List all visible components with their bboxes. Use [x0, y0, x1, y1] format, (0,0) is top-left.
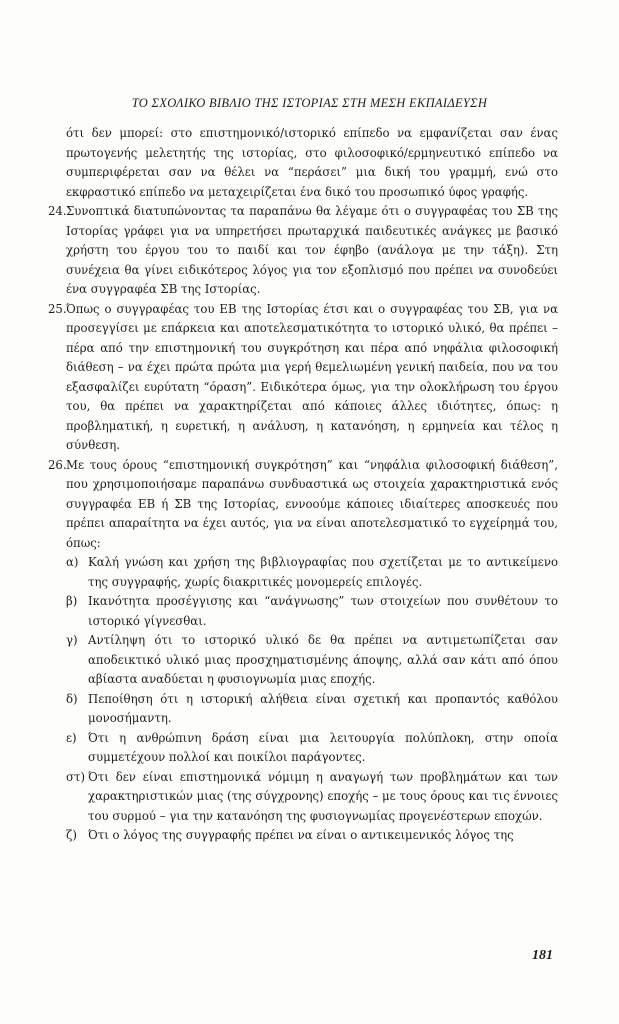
- item-number: 24.: [48, 204, 67, 218]
- sub-item-a: [48, 553, 558, 592]
- sub-item-mark: β): [66, 594, 78, 608]
- numbered-item-24: [48, 202, 558, 300]
- item-text: Με τους όρους “επιστημονική συγκρότηση” και “νηφάλια φιλοσοφική διάθεση”, που χρησιμοποιήσαμε παραπάνω συνδυαστικά ως στοιχεία χαρακτηριστικά ενός συγγραφέα ΕΒ ή ΣΒ της Ιστορίας, εννοούμε κάποιες ιδιαίτερες αποσκευές που πρέπει απαραίτητα να έχει αυτός, για να είναι αποτελεσματικό το εγχείρημά του, όπως:: [66, 457, 558, 550]
- sub-item-text: Πεποίθηση ότι η ιστορική αλήθεια είναι σχετική και προπαντός καθόλου μονοσήμαντη.: [88, 691, 558, 725]
- sub-item-text: Ικανότητα προσέγγισης και “ανάγνωσης” των στοιχείων που συνθέτουν το ιστορικό γίγνεσθαι.: [88, 594, 558, 628]
- sub-item-d: [48, 690, 558, 729]
- sub-item-st: [48, 768, 558, 827]
- sub-item-mark: α): [66, 555, 79, 569]
- sub-item-text: Ότι ο λόγος της συγγραφής πρέπει να είναι ο αντικειμενικός λόγος της: [88, 828, 514, 842]
- item-number: 25.: [48, 301, 67, 316]
- page-body: [48, 124, 558, 846]
- sub-item-b: [48, 592, 558, 631]
- sub-item-e: [48, 729, 558, 768]
- sub-item-text: Ότι η ανθρώπινη δράση είναι μια λειτουργία πολύπλοκη, στην οποία συμμετέχουν πολλοί και ποικίλοι παράγοντες.: [88, 730, 558, 764]
- sub-item-text: Αντίληψη ότι το ιστορικό υλικό δε θα πρέπει να αντιμετωπίζεται σαν αποδεικτικό υλικό μιας προσχηματισμένης άποψης, αλλά σαν κάτι από όπου αβίαστα αναδύεται η φυσιογνωμία μιας εποχής.: [88, 633, 558, 686]
- numbered-item-26: [48, 456, 558, 554]
- sub-item-mark: γ): [66, 633, 78, 647]
- sub-item-mark: δ): [66, 691, 78, 706]
- sub-item-mark: στ): [66, 769, 86, 784]
- sub-item-mark: ε): [66, 730, 77, 745]
- page-number: 181: [532, 948, 553, 963]
- sub-item-z: [48, 826, 558, 846]
- sub-item-mark: ζ): [66, 828, 77, 842]
- intro-paragraph: ότι δεν μπορεί: στο επιστημονικό/ιστορικό επίπεδο να εμφανίζεται σαν ένας πρωτογενής μελετητής της ιστορίας, στο φιλοσοφικό/ερμηνευτικό επίπεδο να συμπεριφέρεται σαν να θέλει να “περάσει” μια δική του γραμμή, ενώ στο εκφραστικό επίπεδο να μεταχειρίζεται ένα δικό του προσωπικό ύφος γραφής.: [66, 126, 558, 199]
- item-text: Όπως ο συγγραφέας του ΕΒ της Ιστορίας έτσι και ο συγγραφέας του ΣΒ, για να προσεγγίσει με επάρκεια και αποτελεσματικότητα το ιστορικό υλικό, θα πρέπει – πέρα από την επιστημονική του συγκρότηση και πέρα από νηφάλια φιλοσοφική διάθεση – να έχει πρώτα πρώτα μια γερή θεμελιωμένη γενική παιδεία, που να του εξασφαλίζει ευρύτατη “όραση”. Ειδικότερα όμως, για την ολοκλήρωση του έργου του, θα πρέπει να χαρακτηρίζεται από κάποιες άλλες ιδιότητες, όπως: η προβληματική, η ευρετική, η ανάλυση, η κατανόηση, η ερμηνεία και τέλος η σύνθεση.: [66, 301, 558, 452]
- numbered-item-25: [48, 300, 558, 456]
- sub-item-c: [48, 631, 558, 690]
- item-text: Συνοπτικά διατυπώνοντας τα παραπάνω θα λέγαμε ότι ο συγγραφέας του ΣΒ της Ιστορίας γράφει για να υπηρετήσει πρωταρχικά παιδευτικές ανάγκες με βασικό χρήστη του έργου του το παιδί και τον έφηβο (ανάλογα με την τάξη). Στη συνέχεια θα γίνει ειδικότερος λόγος για τον εξοπλισμό που πρέπει να συνοδεύει ένα συγγραφέα ΣΒ της Ιστορίας.: [66, 204, 558, 296]
- sub-item-text: Ότι δεν είναι επιστημονικά νόμιμη η αναγωγή των προβλημάτων και των χαρακτηριστικών μιας (της σύγχρονης) εποχής – με τους όρους και τις έννοιες του συρμού – για την κατανόηση της φυσιογνωμίας προγενέστερων εποχών.: [88, 769, 558, 823]
- sub-item-text: Καλή γνώση και χρήση της βιβλιογραφίας που σχετίζεται με το αντικείμενο της συγγραφής, χωρίς διακριτικές μονομερείς επιλογές.: [88, 555, 558, 589]
- running-header: ΤΟ ΣΧΟΛΙΚΟ ΒΙΒΛΙΟ ΤΗΣ ΙΣΤΟΡΙΑΣ ΣΤΗ ΜΕΣΗ ΕΚΠΑΙΔΕΥΣΗ: [131, 96, 488, 110]
- item-number: 26.: [48, 457, 67, 472]
